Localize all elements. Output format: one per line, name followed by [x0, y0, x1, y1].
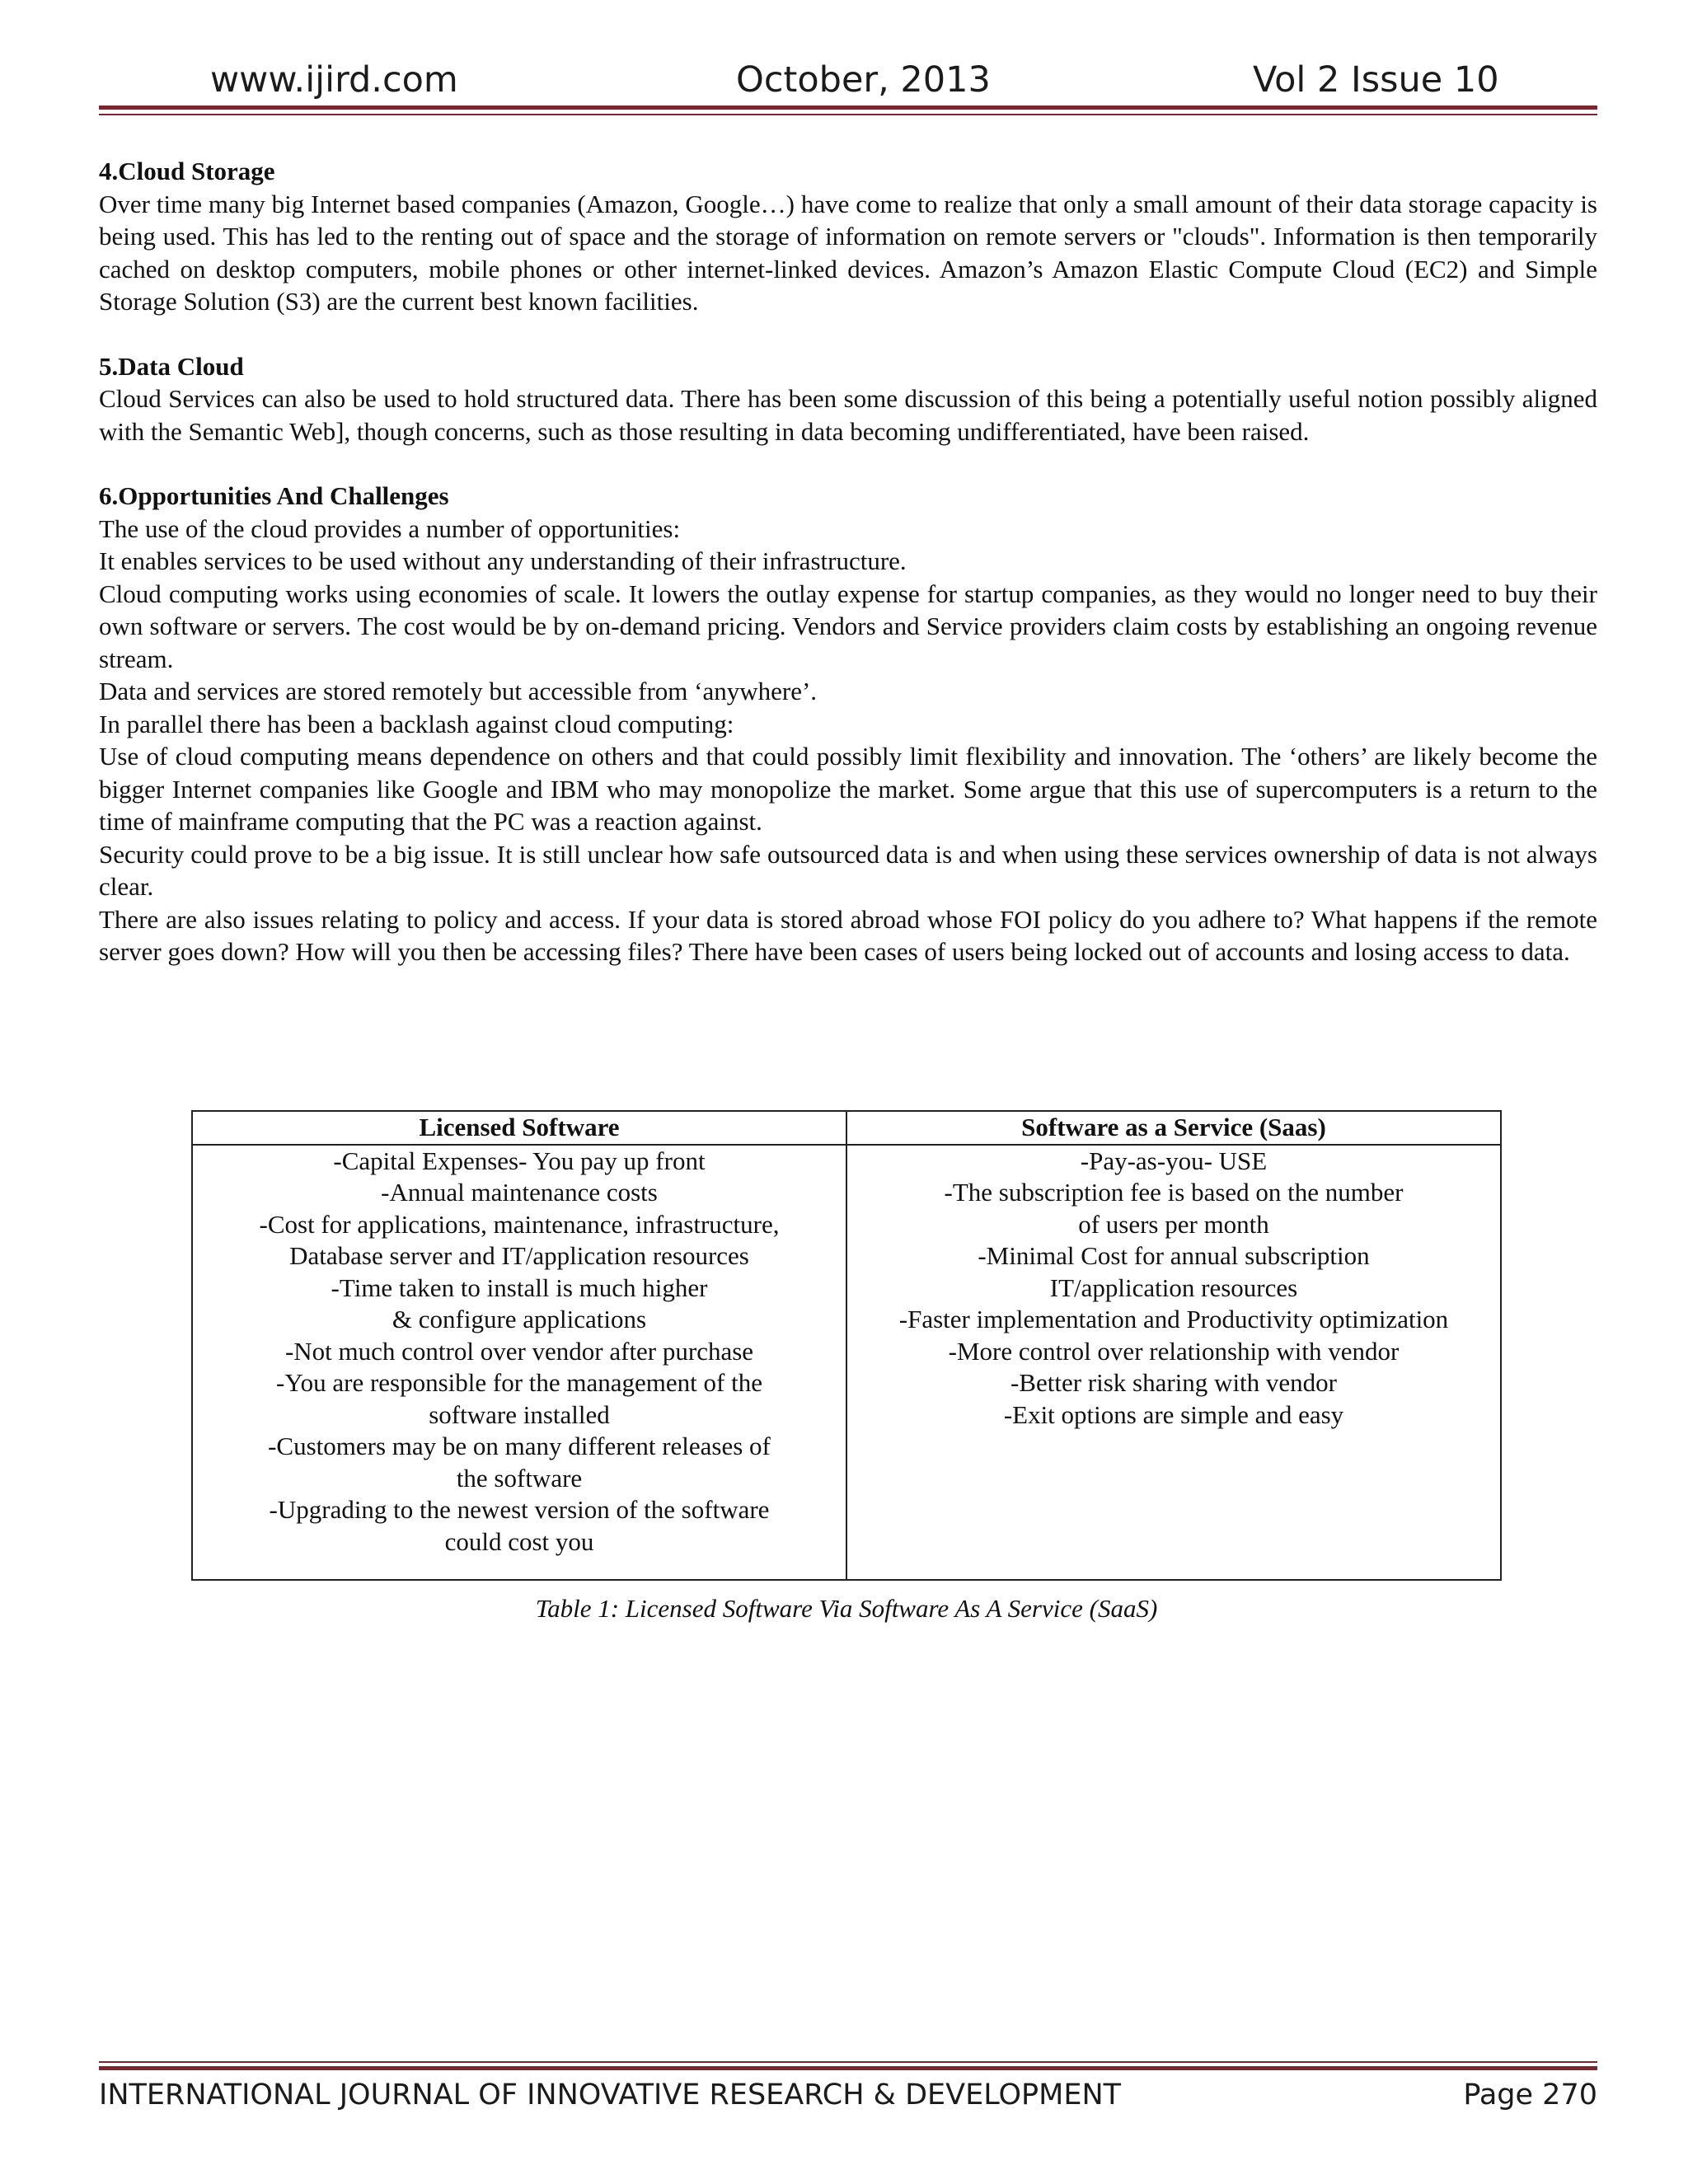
cell-line: of users per month — [1078, 1209, 1269, 1239]
cell-line: IT/application resources — [1049, 1272, 1298, 1302]
cell-line: could cost you — [444, 1526, 594, 1556]
section-heading: 5.Data Cloud — [99, 351, 244, 381]
cell-line: the software — [456, 1463, 583, 1493]
cell-line: & configure applications — [392, 1305, 647, 1333]
cell-line: -Capital Expenses- You pay up front — [333, 1146, 706, 1175]
section-paragraph: Data and services are stored remotely but accessible from ‘anywhere’. — [99, 677, 818, 705]
header-rule-thick — [99, 105, 1597, 110]
cell-line: software installed — [429, 1399, 610, 1429]
header-rule-thin — [99, 114, 1597, 115]
section-paragraph: Cloud Services can also be used to hold structured data. There has been some discussion of this being a potentially useful notion possibly aligned with the Semantic Web], though concerns, such as those resulting in data becoming undifferentiated, have been raised. — [99, 384, 1597, 446]
section-paragraph: In parallel there has been a backlash against cloud computing: — [99, 709, 734, 738]
section-data-cloud — [99, 350, 1597, 448]
cell-line: -Minimal Cost for annual subscription — [978, 1241, 1370, 1270]
table-header-row — [192, 1111, 1501, 1145]
cell-line: -Not much control over vendor after purchase — [284, 1336, 754, 1366]
body-content — [99, 155, 1597, 1001]
section-heading: 6.Opportunities And Challenges — [99, 481, 449, 510]
cell-line: -Annual maintenance costs — [381, 1178, 658, 1207]
section-paragraph: There are also issues relating to policy and access. If your data is stored abroad whose FOI policy do you adhere to? What happens if the remote server goes down? How will you then be accessing files? There have been cases of users being locked out of accounts and losing access to data. — [99, 904, 1597, 966]
section-paragraph: Security could prove to be a big issue. It is still unclear how safe outsourced data is and when using these services ownership of data is not always clear. — [99, 839, 1597, 901]
cell-line: Database server and IT/application resources — [289, 1241, 749, 1270]
section-cloud-storage — [99, 155, 1597, 318]
cell-line: -Exit options are simple and easy — [1003, 1399, 1344, 1429]
footer-rule-thin — [99, 2061, 1597, 2063]
cell-line: -Upgrading to the newest version of the software — [269, 1495, 770, 1524]
table-row — [192, 1145, 1501, 1581]
cell-line: -Cost for applications, maintenance, infrastructure, — [259, 1209, 780, 1239]
page-header — [99, 59, 1597, 109]
table-header-saas: Software as a Service (Saas) — [846, 1111, 1501, 1145]
cell-line: -Customers may be on many different releases of — [268, 1432, 771, 1460]
section-paragraph: Use of cloud computing means dependence on others and that could possibly limit flexibility and innovation. The ‘others’ are likely become the bigger Internet companies like Google and IBM who may monopolize the market. Some argue that this use of supercomputers is a return to the time of mainframe computing that the PC was a reaction against. — [99, 742, 1597, 836]
licensed-software-cell — [192, 1145, 846, 1581]
header-volume: Vol 2 Issue 10 — [1253, 59, 1499, 101]
section-paragraph: Over time many big Internet based companies (Amazon, Google…) have come to realize that only a small amount of their data storage capacity is being used. This has led to the renting out of space and the storage of information on remote servers or "clouds". Information is then temporarily cached on desktop computers, mobile phones or other internet-linked devices. Amazon’s Amazon Elastic Compute Cloud (EC2) and Simple Storage Solution (S3) are the current best known facilities. — [99, 189, 1597, 316]
section-paragraph: Cloud computing works using economies of scale. It lowers the outlay expense for startup companies, as they would no longer need to buy their own software or servers. The cost would be by on-demand pricing. Vendors and Service providers claim costs by establishing an ongoing revenue stream. — [99, 579, 1597, 673]
cell-line: -Pay-as-you- USE — [1080, 1146, 1268, 1175]
table-header-licensed: Licensed Software — [192, 1111, 846, 1145]
page-footer — [99, 2079, 1597, 2120]
comparison-table-wrapper — [191, 1110, 1502, 1581]
table-caption: Table 1: Licensed Software Via Software As A Service (SaaS) — [535, 1594, 1158, 1623]
footer-journal-name: INTERNATIONAL JOURNAL OF INNOVATIVE RESEARCH & DEVELOPMENT — [99, 2079, 1122, 2111]
section-heading: 4.Cloud Storage — [99, 157, 275, 185]
cell-line: -Better risk sharing with vendor — [1010, 1368, 1338, 1397]
footer-page-number: Page 270 — [1463, 2079, 1597, 2111]
cell-line: -The subscription fee is based on the number — [944, 1178, 1404, 1207]
footer-rule-thick — [99, 2066, 1597, 2070]
header-date: October, 2013 — [736, 59, 991, 101]
comparison-table — [191, 1110, 1502, 1581]
section-paragraph: It enables services to be used without any understanding of their infrastructure. — [99, 546, 907, 575]
header-website: www.ijird.com — [210, 59, 458, 101]
saas-cell — [846, 1145, 1501, 1581]
cell-line: -You are responsible for the management of the — [276, 1368, 762, 1397]
section-opportunities-challenges — [99, 480, 1597, 968]
cell-line: -More control over relationship with vendor — [948, 1336, 1400, 1366]
cell-line: -Time taken to install is much higher — [331, 1272, 708, 1302]
section-paragraph: The use of the cloud provides a number of opportunities: — [99, 513, 681, 543]
cell-line: -Faster implementation and Productivity optimization — [898, 1305, 1449, 1333]
